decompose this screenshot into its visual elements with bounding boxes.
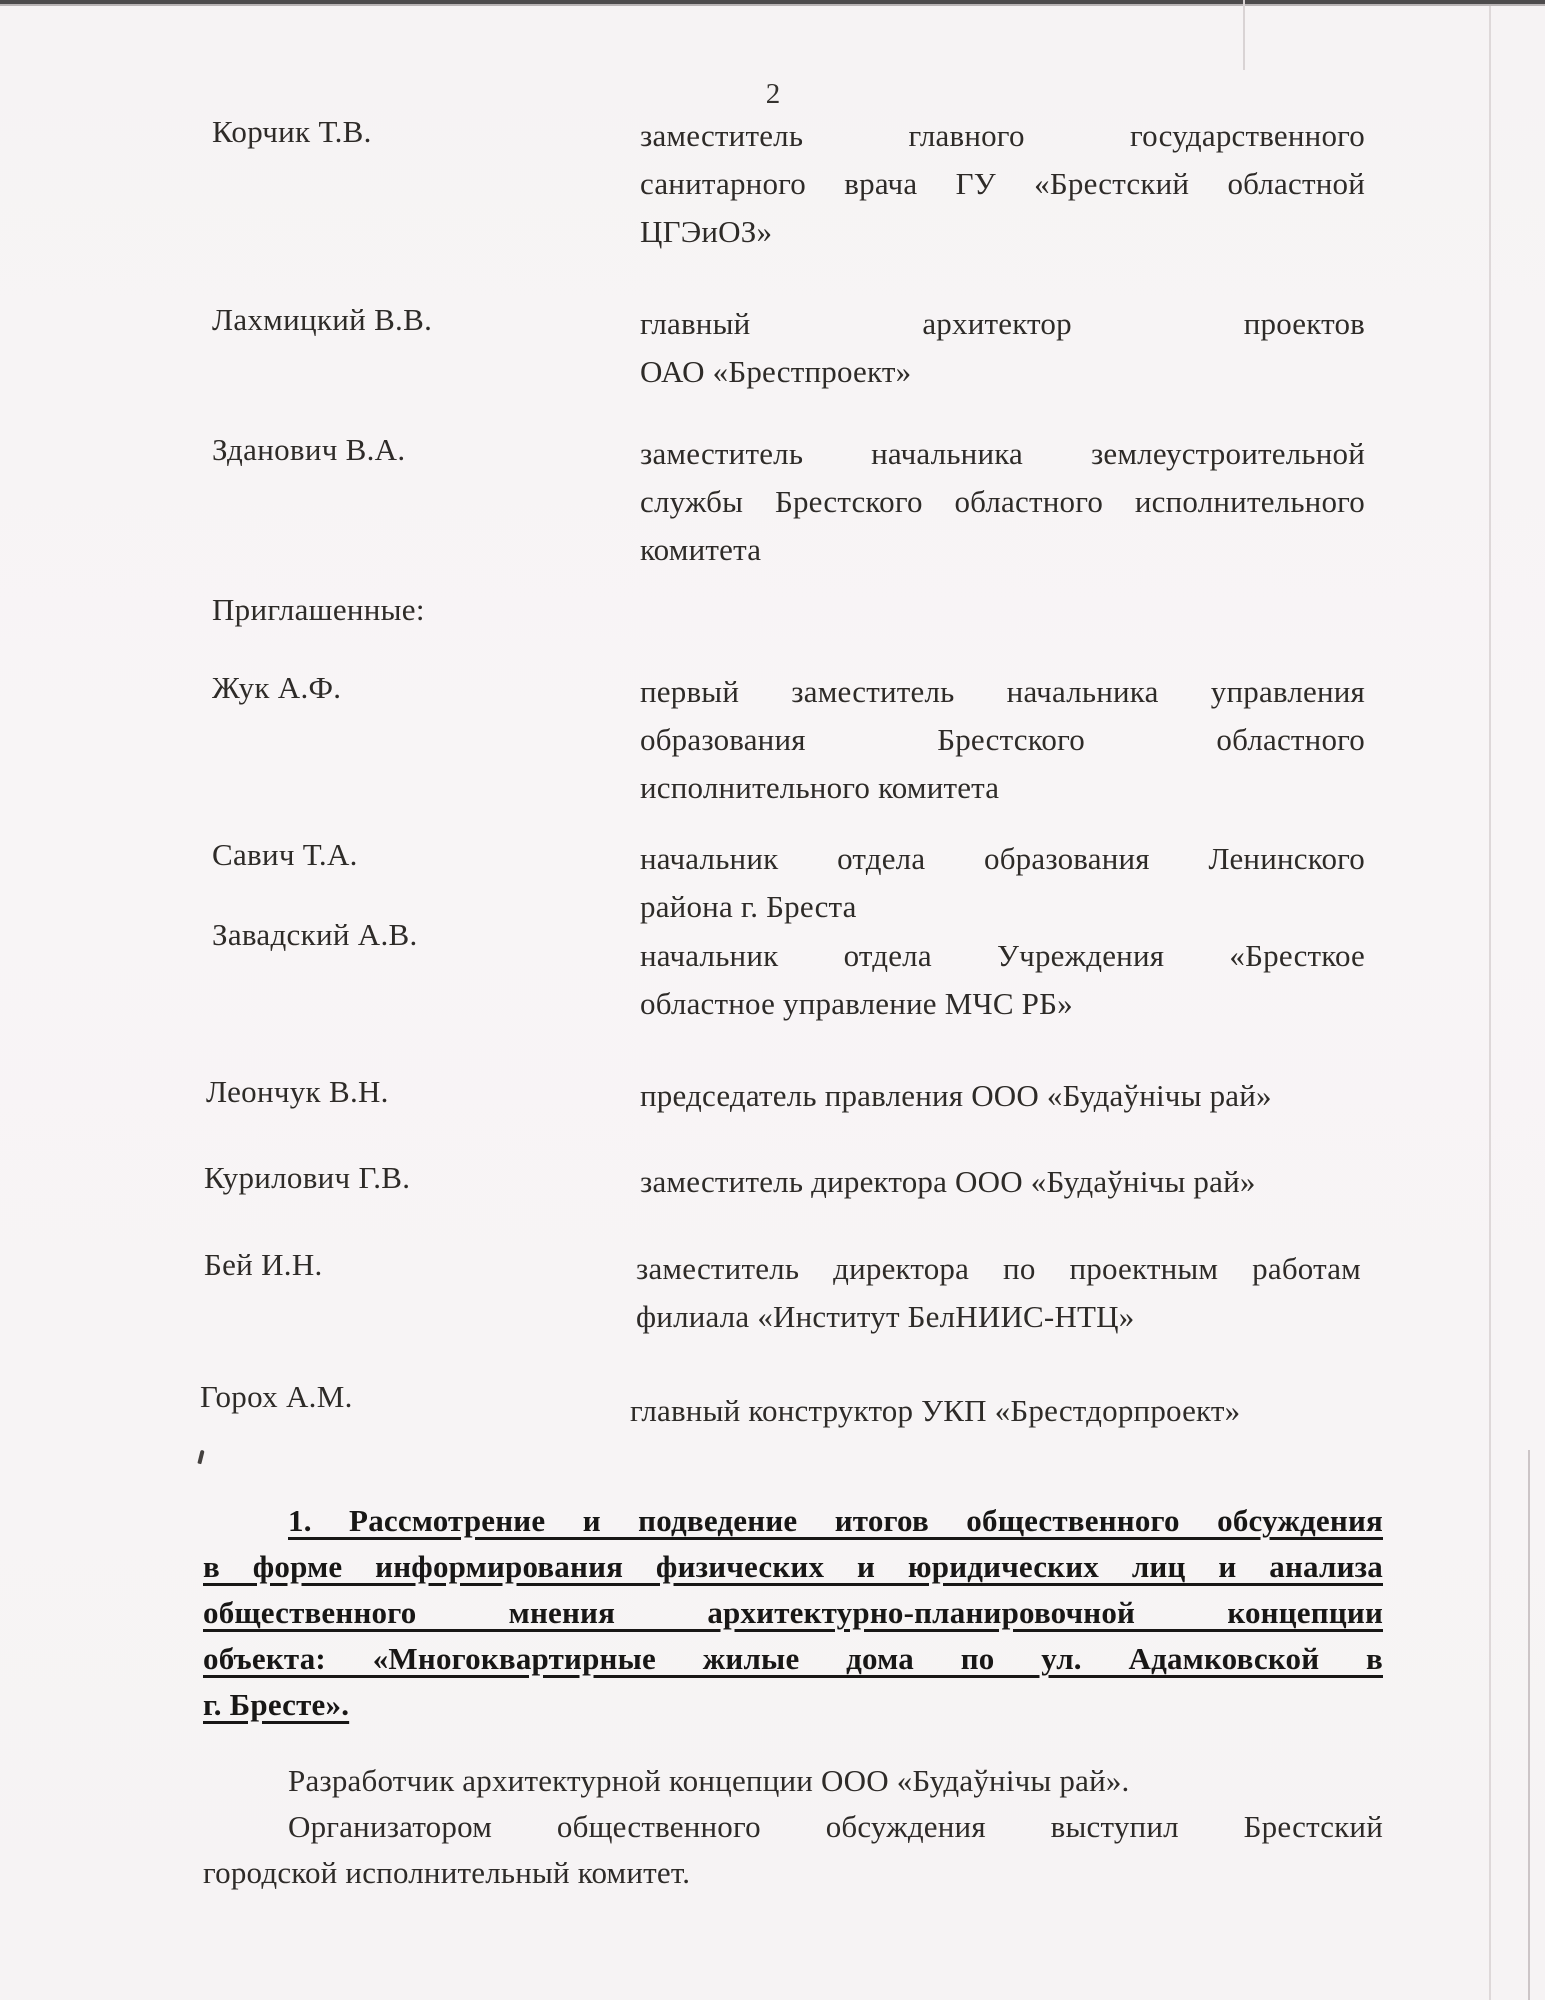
heading-line: общественного мнения архитектурно-планировочной концепции [203, 1595, 1383, 1630]
attendee-role [640, 430, 1365, 574]
invited-role [630, 1387, 1355, 1435]
role-line: заместитель директора по проектным работам [636, 1251, 1361, 1286]
role-line: областное управление МЧС РБ» [640, 986, 1073, 1021]
invited-name: Горох А.М. [200, 1379, 353, 1414]
invited-name: Курилович Г.В. [204, 1160, 411, 1195]
heading-line: г. Бресте». [203, 1687, 350, 1722]
role-line: образования Брестского областного [640, 722, 1365, 757]
role-line: заместитель директора ООО «Будаўнічы рай» [640, 1164, 1256, 1199]
role-line: главный конструктор УКП «Брестдорпроект» [630, 1393, 1241, 1428]
heading-line: объекта: «Многоквартирные жилые дома по ул. Адамковской в [203, 1641, 1383, 1676]
role-line: службы Брестского областного исполнительного [640, 484, 1365, 519]
invited-section-label: Приглашенные: [212, 592, 425, 627]
developer-paragraph: Разработчик архитектурной концепции ООО «Будаўнічы рай». [288, 1763, 1130, 1798]
role-line: исполнительного комитета [640, 770, 1000, 805]
invited-name: Завадский А.В. [212, 917, 418, 952]
attendee-role [640, 300, 1365, 396]
attendee-role [640, 112, 1365, 256]
invited-role [640, 668, 1365, 812]
role-line: района г. Бреста [640, 889, 857, 924]
section-1-heading [203, 1498, 1383, 1728]
role-line: начальник отдела Учреждения «Бресткое [640, 938, 1365, 973]
heading-line: в форме информирования физических и юридических лиц и анализа [203, 1549, 1383, 1584]
invited-name: Бей И.Н. [204, 1247, 323, 1282]
page-number: 2 [765, 78, 781, 110]
organizer-paragraph-line: Организатором общественного обсуждения выступил Брестский [288, 1809, 1383, 1844]
attendee-name: Лахмицкий В.В. [212, 302, 433, 337]
scan-artifact-top-line-shadow [0, 4, 1545, 6]
attendee-name: Зданович В.А. [212, 432, 406, 467]
scan-artifact-right-edge-line-2 [1528, 1450, 1530, 2000]
attendee-name: Корчик Т.В. [212, 114, 372, 149]
role-line: заместитель начальника землеустроительной [640, 436, 1365, 471]
invited-name: Леончук В.Н. [206, 1074, 389, 1109]
scan-artifact-top-right-line [1243, 0, 1245, 70]
role-line: санитарного врача ГУ «Брестский областной [640, 166, 1365, 201]
role-line: председатель правления ООО «Будаўнічы рай» [640, 1078, 1272, 1113]
role-line: комитета [640, 532, 762, 567]
role-line: ОАО «Брестпроект» [640, 354, 912, 389]
section-1-paragraphs [203, 1758, 1383, 1896]
role-line: главный архитектор проектов [640, 306, 1365, 341]
scan-artifact-right-edge-line [1489, 6, 1491, 2000]
invited-role [636, 1245, 1361, 1341]
role-line: заместитель главного государственного [640, 118, 1365, 153]
invited-name: Жук А.Ф. [212, 670, 342, 705]
invited-role [640, 1158, 1365, 1206]
invited-role [640, 932, 1365, 1028]
invited-role [640, 1072, 1365, 1120]
invited-role [640, 835, 1365, 931]
role-line: начальник отдела образования Ленинского [640, 841, 1365, 876]
role-line: ЦГЭиОЗ» [640, 214, 773, 249]
scan-artifact-ink-speck [197, 1450, 204, 1465]
role-line: первый заместитель начальника управления [640, 674, 1365, 709]
organizer-paragraph-line: городской исполнительный комитет. [203, 1855, 691, 1890]
invited-name: Савич Т.А. [212, 837, 358, 872]
heading-line: 1. Рассмотрение и подведение итогов общественного обсуждения [288, 1503, 1383, 1538]
role-line: филиала «Институт БелНИИС-НТЦ» [636, 1299, 1135, 1334]
